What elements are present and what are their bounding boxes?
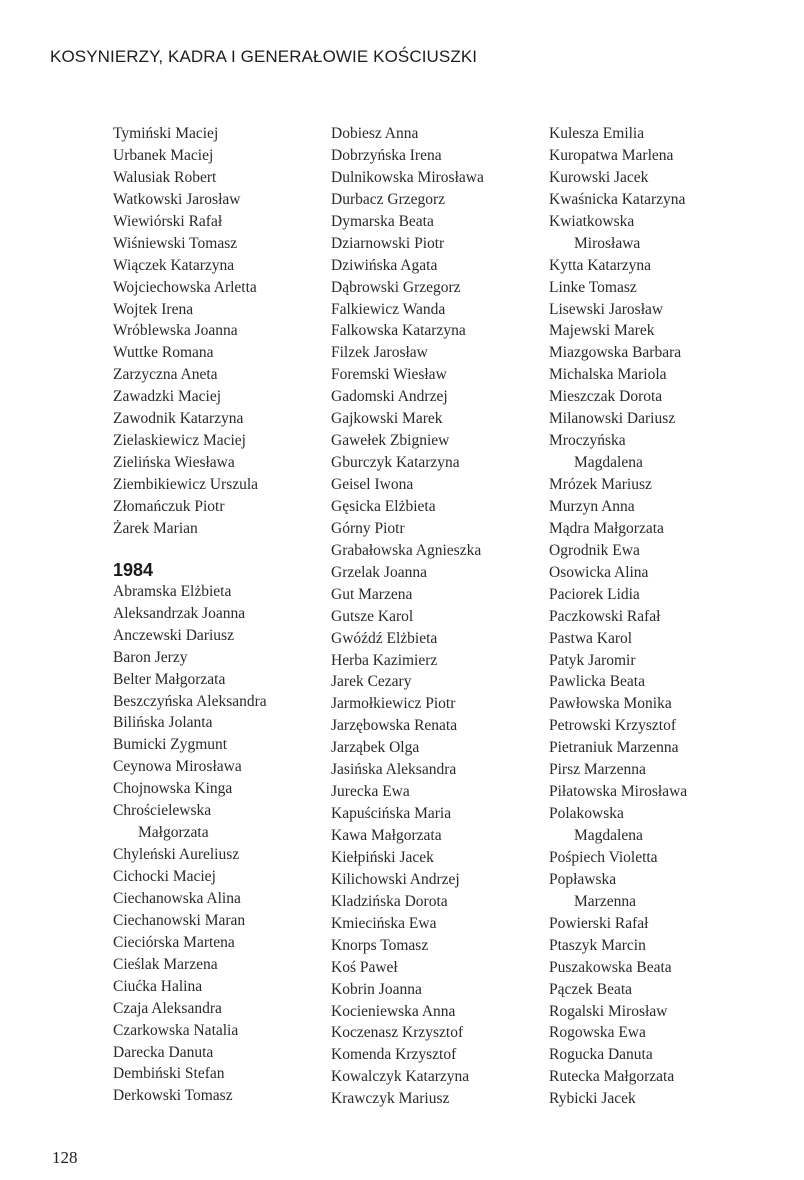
name-entry: Ciućka Halina <box>113 977 203 995</box>
name-entry: Mrózek Mariusz <box>549 476 652 493</box>
name-entry: Anczewski Dariusz <box>113 626 234 644</box>
name-entry: Gajkowski Marek <box>331 410 443 428</box>
name-entry: Derkowski Tomasz <box>113 1087 233 1105</box>
name-entry: Aleksandrzak Joanna <box>113 604 246 622</box>
name-entry: Grzelak Joanna <box>331 563 427 581</box>
name-entry: Bumicki Zygmunt <box>113 736 228 754</box>
name-entry: Lisewski Jarosław <box>549 300 664 318</box>
name-entry: Cieślak Marzena <box>113 955 218 973</box>
name-entry: Gut Marzena <box>331 585 413 603</box>
name-entry: Magdalena <box>574 454 643 472</box>
name-list-top <box>113 123 303 540</box>
name-entry: Ciechanowska Alina <box>113 889 241 907</box>
name-entry: Dąbrowski Grzegorz <box>331 278 461 296</box>
name-entry: Koczenasz Krzysztof <box>331 1024 464 1042</box>
name-entry: Cichocki Maciej <box>113 868 216 885</box>
name-entry: Zawadzki Maciej <box>113 388 222 406</box>
name-entry: Polakowska <box>549 805 624 823</box>
name-entry: Wojtek Irena <box>113 300 194 318</box>
name-entry: Dziwińska Agata <box>331 256 438 274</box>
name-entry: Czarkowska Natalia <box>113 1021 239 1039</box>
name-entry: Pączek Beata <box>549 980 633 998</box>
name-entry: Kowalczyk Katarzyna <box>331 1068 470 1086</box>
name-entry: Wróblewska Joanna <box>113 322 238 340</box>
name-entry: Pastwa Karol <box>549 629 633 647</box>
name-entry: Knorps Tomasz <box>331 936 429 954</box>
name-entry: Ceynowa Mirosława <box>113 758 242 776</box>
name-list-1984 <box>113 581 303 1108</box>
running-header: KOSYNIERZY, KADRA I GENERAŁOWIE KOŚCIUSZKI <box>50 47 478 66</box>
name-entry: Rogalski Mirosław <box>549 1002 668 1020</box>
name-entry: Murzyn Anna <box>549 497 635 515</box>
name-entry: Rogucka Danuta <box>549 1046 653 1064</box>
name-entry: Popławska <box>549 870 617 888</box>
name-entry: Foremski Wiesław <box>331 366 447 384</box>
name-entry: Wojciechowska Arletta <box>113 278 257 296</box>
name-entry: Ziembikiewicz Urszula <box>113 476 259 493</box>
name-entry: Dobiesz Anna <box>331 125 419 142</box>
name-entry: Kulesza Emilia <box>549 125 645 142</box>
name-entry: Urbanek Maciej <box>113 146 214 164</box>
name-entry: Gwóźdź Elżbieta <box>331 629 438 647</box>
name-entry: Dulnikowska Mirosława <box>331 168 484 186</box>
name-entry: Mieszczak Dorota <box>549 388 663 406</box>
name-entry: Czaja Aleksandra <box>113 999 222 1017</box>
name-entry: Wiśniewski Tomasz <box>113 234 238 252</box>
name-entry: Gęsicka Elżbieta <box>331 497 436 515</box>
year-heading: 1984 <box>113 559 154 580</box>
name-entry: Jasińska Aleksandra <box>331 761 457 779</box>
name-entry: Kladzińska Dorota <box>331 892 448 910</box>
name-entry: Tymiński Maciej <box>113 125 219 142</box>
name-entry: Dembiński Stefan <box>113 1065 225 1083</box>
name-column-3 <box>549 123 779 1110</box>
name-entry: Geisel Iwona <box>331 476 414 493</box>
name-entry: Majewski Marek <box>549 322 655 340</box>
name-entry: Baron Jerzy <box>113 648 188 666</box>
name-entry: Durbacz Grzegorz <box>331 190 446 208</box>
name-entry: Mądra Małgorzata <box>549 519 664 537</box>
name-entry: Kwaśnicka Katarzyna <box>549 190 686 208</box>
name-entry: Chyleński Aureliusz <box>113 846 240 864</box>
name-entry: Pirsz Marzenna <box>549 761 646 779</box>
page-number: 128 <box>52 1148 78 1167</box>
name-entry: Gawełek Zbigniew <box>331 432 450 450</box>
name-entry: Petrowski Krzysztof <box>549 717 676 735</box>
name-entry: Gadomski Andrzej <box>331 388 448 406</box>
name-entry: Ogrodnik Ewa <box>549 541 640 559</box>
name-entry: Ptaszyk Marcin <box>549 936 646 954</box>
name-entry: Kytta Katarzyna <box>549 256 651 274</box>
name-entry: Rogowska Ewa <box>549 1024 646 1042</box>
name-entry: Osowicka Alina <box>549 563 649 581</box>
name-entry: Filzek Jarosław <box>331 344 428 362</box>
name-entry: Jurecka Ewa <box>331 783 410 801</box>
name-list <box>331 123 531 1110</box>
name-list <box>549 123 779 1110</box>
name-entry: Kilichowski Andrzej <box>331 870 460 888</box>
name-entry: Wuttke Romana <box>113 344 214 362</box>
name-entry: Gutsze Karol <box>331 607 414 625</box>
name-entry: Magdalena <box>574 827 643 844</box>
name-entry: Paczkowski Rafał <box>549 607 661 625</box>
name-entry: Górny Piotr <box>331 519 405 537</box>
name-entry: Powierski Rafał <box>549 914 649 932</box>
name-entry: Jarząbek Olga <box>331 739 420 757</box>
name-entry: Mirosława <box>574 234 641 252</box>
name-entry: Krawczyk Mariusz <box>331 1090 450 1108</box>
name-entry: Grabałowska Agnieszka <box>331 541 482 559</box>
name-entry: Zarzyczna Aneta <box>113 366 218 384</box>
name-entry: Milanowski Dariusz <box>549 410 676 428</box>
name-entry: Linke Tomasz <box>549 278 637 296</box>
name-entry: Chrościelewska <box>113 802 212 820</box>
name-entry: Beszczyńska Aleksandra <box>113 692 267 710</box>
name-entry: Żarek Marian <box>113 519 198 537</box>
name-entry: Ciechanowski Maran <box>113 911 246 929</box>
name-entry: Kiełpiński Jacek <box>331 848 434 866</box>
name-entry: Kapuścińska Maria <box>331 805 452 823</box>
name-entry: Walusiak Robert <box>113 168 217 186</box>
name-entry: Chojnowska Kinga <box>113 780 233 798</box>
name-entry: Kocieniewska Anna <box>331 1002 456 1020</box>
name-entry: Koś Paweł <box>331 958 398 976</box>
name-entry: Komenda Krzysztof <box>331 1046 457 1064</box>
name-entry: Jarek Cezary <box>331 673 412 691</box>
name-entry: Abramska Elżbieta <box>113 582 232 600</box>
name-entry: Zielaskiewicz Maciej <box>113 432 246 450</box>
name-entry: Kobrin Joanna <box>331 980 422 998</box>
name-entry: Wiewiórski Rafał <box>113 212 223 230</box>
name-entry: Miazgowska Barbara <box>549 344 682 362</box>
name-entry: Wiączek Katarzyna <box>113 256 235 274</box>
name-entry: Kawa Małgorzata <box>331 827 442 844</box>
name-entry: Dymarska Beata <box>331 212 434 230</box>
name-entry: Kurowski Jacek <box>549 168 649 186</box>
name-entry: Watkowski Jarosław <box>113 190 241 208</box>
name-entry: Pietraniuk Marzenna <box>549 739 679 757</box>
name-entry: Rybicki Jacek <box>549 1090 636 1108</box>
name-entry: Kmiecińska Ewa <box>331 914 437 932</box>
name-entry: Zielińska Wiesława <box>113 454 235 472</box>
name-entry: Kuropatwa Marlena <box>549 146 674 164</box>
name-entry: Pośpiech Violetta <box>549 848 658 866</box>
name-entry: Falkiewicz Wanda <box>331 300 446 318</box>
name-entry: Kwiatkowska <box>549 212 635 230</box>
name-entry: Piłatowska Mirosława <box>549 783 688 801</box>
name-entry: Belter Małgorzata <box>113 670 226 688</box>
name-entry: Złomańczuk Piotr <box>113 497 225 515</box>
name-entry: Marzenna <box>574 892 636 910</box>
name-entry: Pawlicka Beata <box>549 673 645 691</box>
name-entry: Bilińska Jolanta <box>113 714 213 732</box>
name-entry: Rutecka Małgorzata <box>549 1068 675 1086</box>
name-entry: Puszakowska Beata <box>549 958 672 976</box>
name-entry: Patyk Jaromir <box>549 651 636 669</box>
name-entry: Małgorzata <box>138 824 209 842</box>
name-entry: Zawodnik Katarzyna <box>113 410 244 428</box>
name-entry: Gburczyk Katarzyna <box>331 454 460 472</box>
name-entry: Falkowska Katarzyna <box>331 322 466 340</box>
name-entry: Dobrzyńska Irena <box>331 146 442 164</box>
name-entry: Jarzębowska Renata <box>331 717 458 735</box>
name-entry: Dziarnowski Piotr <box>331 234 445 252</box>
name-entry: Darecka Danuta <box>113 1043 214 1061</box>
name-entry: Cieciórska Martena <box>113 933 235 951</box>
name-entry: Mroczyńska <box>549 432 626 450</box>
name-entry: Pawłowska Monika <box>549 695 672 713</box>
name-entry: Jarmołkiewicz Piotr <box>331 695 456 713</box>
name-entry: Herba Kazimierz <box>331 651 438 669</box>
name-entry: Michalska Mariola <box>549 366 667 384</box>
name-column-1 <box>113 123 303 1107</box>
name-column-2 <box>331 123 531 1110</box>
name-entry: Paciorek Lidia <box>549 585 640 603</box>
